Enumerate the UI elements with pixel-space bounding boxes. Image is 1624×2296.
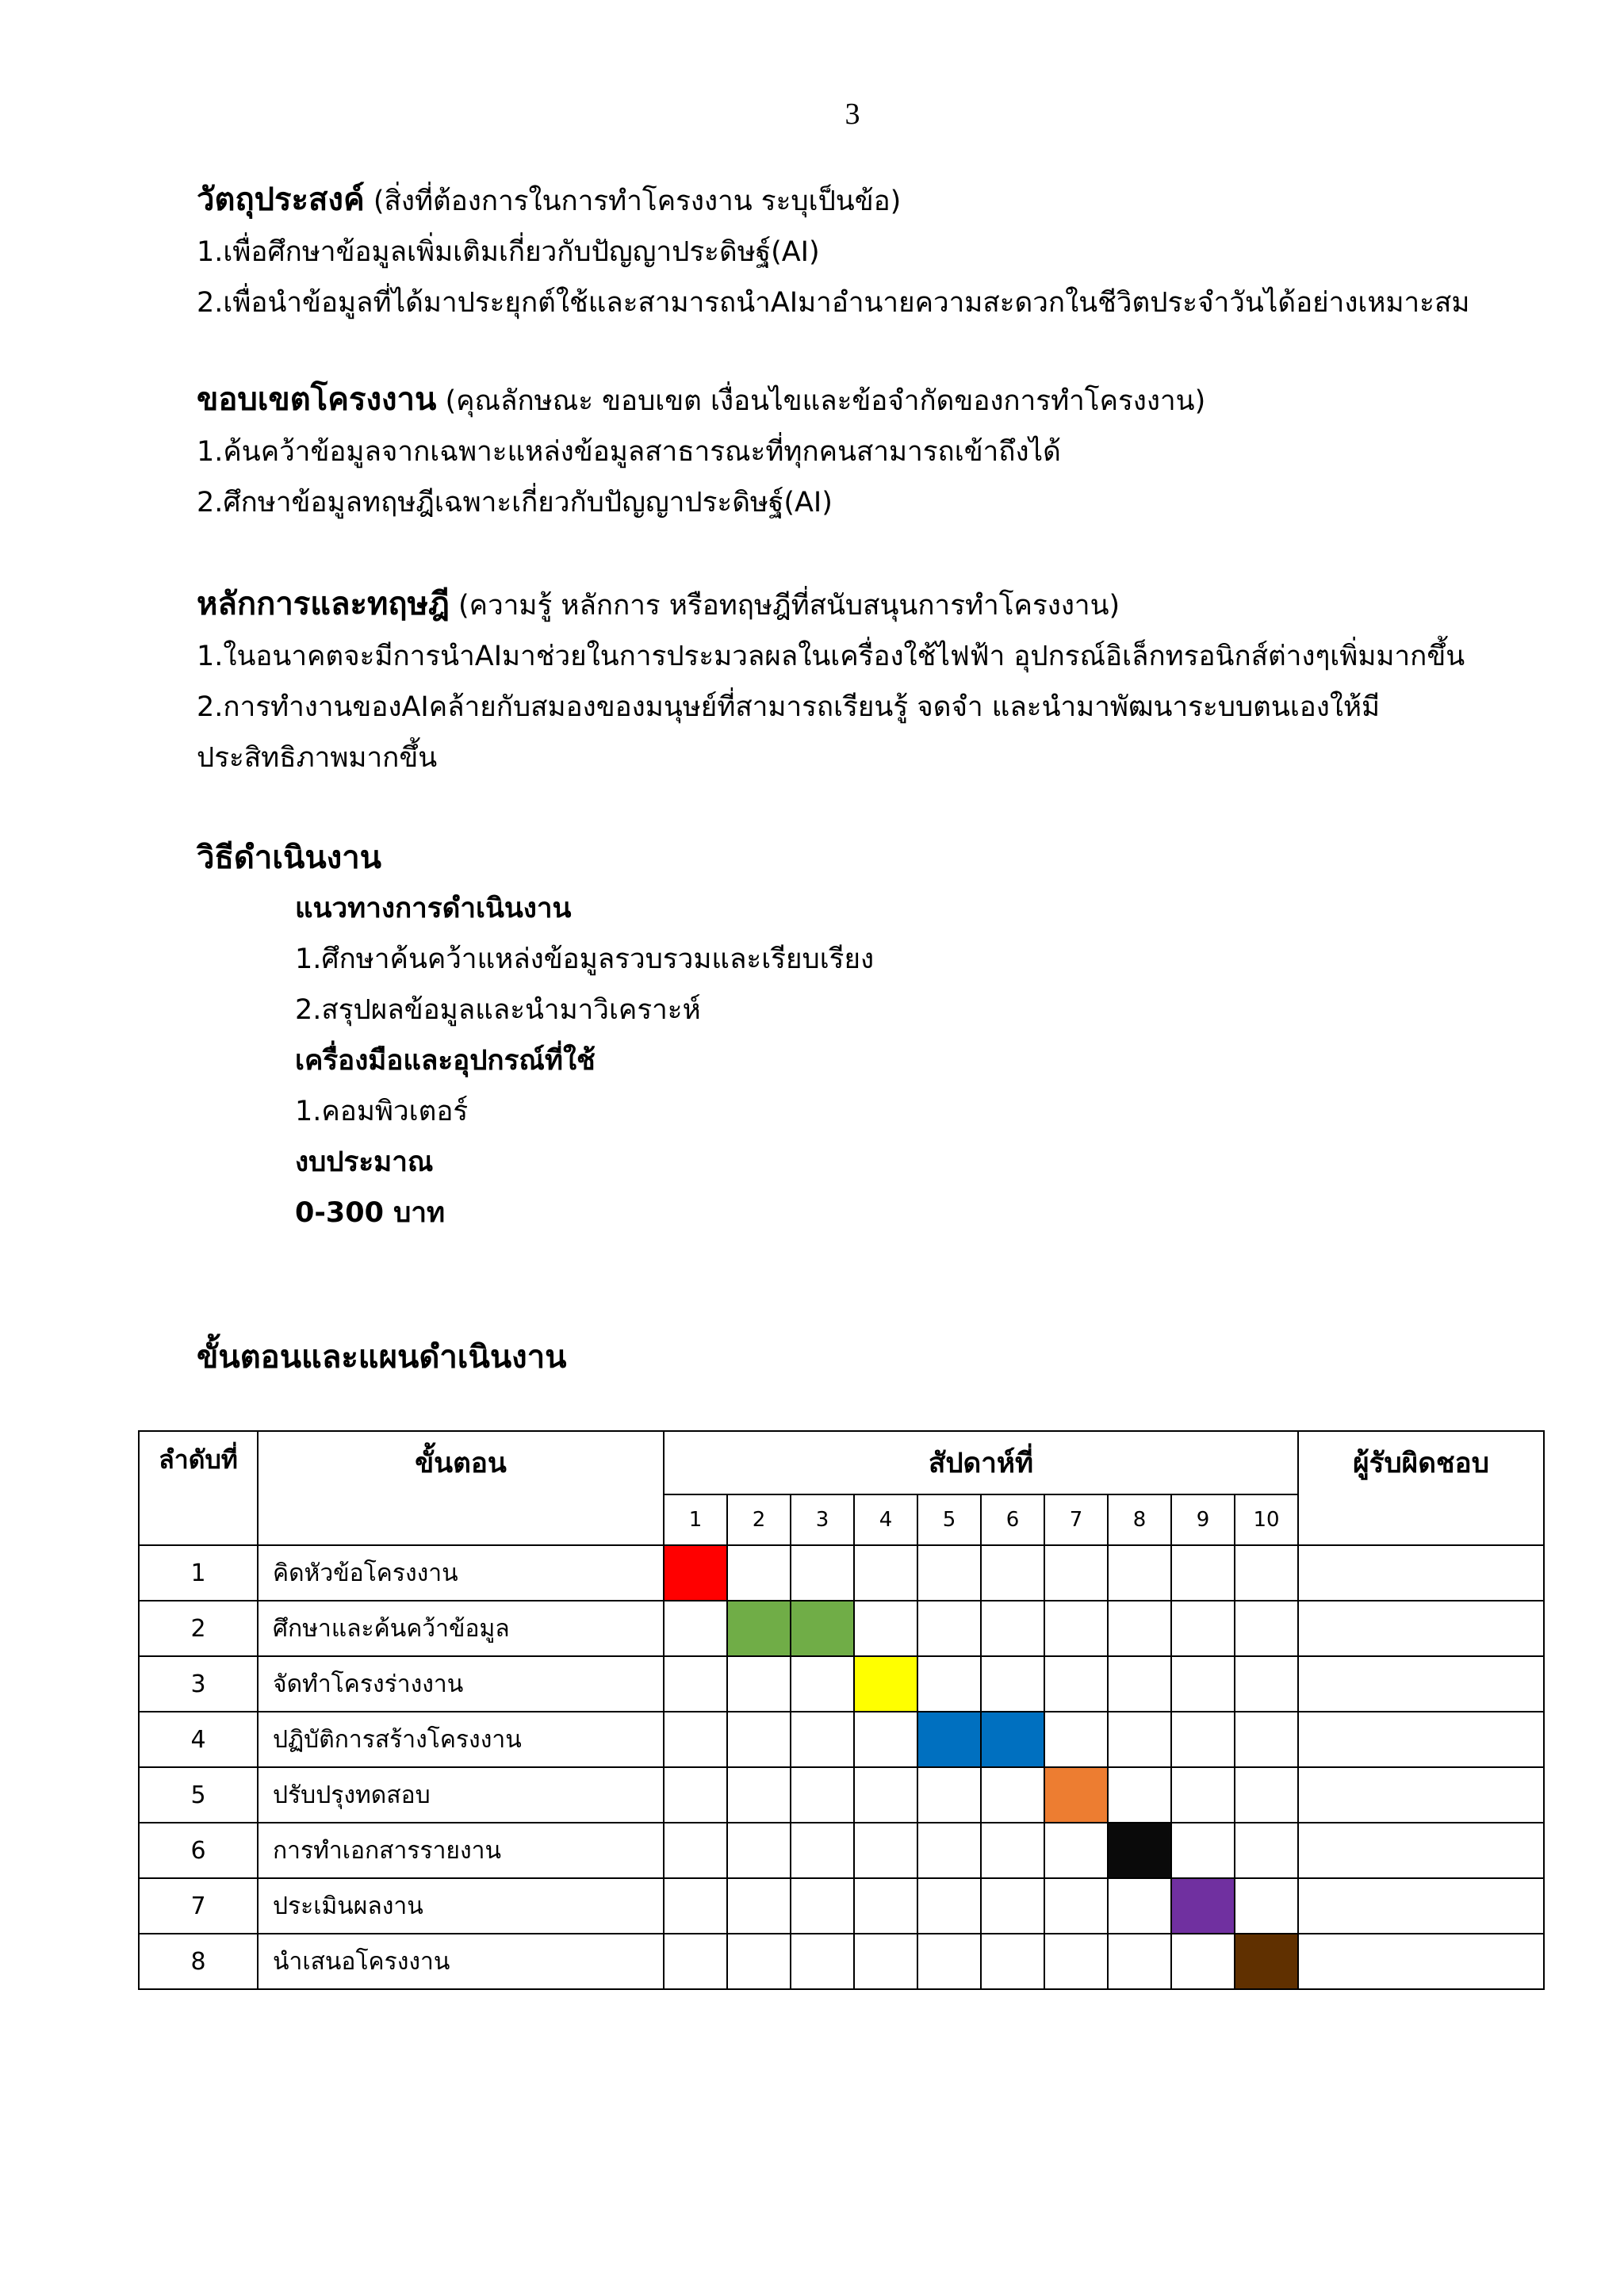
gantt-empty-cell	[1235, 1712, 1298, 1767]
row-number: 4	[139, 1712, 258, 1767]
gantt-empty-cell	[791, 1767, 854, 1823]
objectives-section	[197, 174, 1545, 328]
gantt-empty-cell	[981, 1656, 1044, 1712]
week-number-8: 8	[1108, 1494, 1171, 1545]
gantt-empty-cell	[1044, 1878, 1108, 1934]
row-number: 6	[139, 1823, 258, 1878]
objective-item-2: 2.เพื่อนำข้อมูลที่ได้มาประยุกต์ใช้และสามารถนำAIมาอำนายความสะดวกในชีวิตประจำวันได้อย่างเหมาะสม	[197, 287, 1470, 319]
plan-section	[197, 1332, 1545, 1383]
gantt-empty-cell	[664, 1712, 727, 1767]
gantt-empty-cell	[1108, 1656, 1171, 1712]
method-section	[197, 832, 1545, 1238]
gantt-empty-cell	[917, 1767, 981, 1823]
gantt-bar-cell	[854, 1656, 917, 1712]
week-number-3: 3	[791, 1494, 854, 1545]
gantt-empty-cell	[664, 1601, 727, 1656]
row-responsible	[1298, 1767, 1544, 1823]
approach-item-2: 2.สรุปผลข้อมูลและนำมาวิเคราะห์	[295, 994, 701, 1026]
gantt-bar-cell	[791, 1601, 854, 1656]
method-heading: วิธีดำเนินงาน	[197, 840, 382, 876]
gantt-empty-cell	[854, 1767, 917, 1823]
col-responsible-header: ผู้รับผิดชอบ	[1298, 1431, 1544, 1545]
gantt-empty-cell	[981, 1545, 1044, 1601]
row-responsible	[1298, 1934, 1544, 1989]
objectives-note: (สิ่งที่ต้องการในการทำโครงงาน ระบุเป็นข้อ)	[373, 186, 902, 217]
tools-heading: เครื่องมือและอุปกรณ์ที่ใช้	[295, 1045, 596, 1077]
principle-item-2: 2.การทำงานของAIคล้ายกับสมองของมนุษย์ที่สามารถเรียนรู้ จดจำ และนำมาพัฒนาระบบตนเองให้มีประสิทธิภาพมากขึ้น	[197, 691, 1381, 774]
gantt-empty-cell	[1044, 1823, 1108, 1878]
plan-header-row	[139, 1431, 1544, 1494]
gantt-empty-cell	[1044, 1601, 1108, 1656]
scope-item-2: 2.ศึกษาข้อมูลทฤษฎีเฉพาะเกี่ยวกับปัญญาประดิษฐ์(AI)	[197, 487, 833, 519]
scope-item-1: 1.ค้นคว้าข้อมูลจากเฉพาะแหล่งข้อมูลสาธารณะที่ทุกคนสามารถเข้าถึงได้	[197, 436, 1061, 468]
row-step: นำเสนอโครงงาน	[258, 1934, 664, 1989]
gantt-empty-cell	[981, 1601, 1044, 1656]
row-step: การทำเอกสารรายงาน	[258, 1823, 664, 1878]
principles-note: (ความรู้ หลักการ หรือทฤษฎีที่สนับสนุนการทำโครงงาน)	[458, 590, 1120, 622]
gantt-empty-cell	[1108, 1712, 1171, 1767]
gantt-empty-cell	[1171, 1545, 1235, 1601]
objectives-heading-line	[197, 174, 1545, 227]
gantt-empty-cell	[727, 1712, 791, 1767]
gantt-empty-cell	[1044, 1545, 1108, 1601]
week-number-9: 9	[1171, 1494, 1235, 1545]
week-number-5: 5	[917, 1494, 981, 1545]
gantt-empty-cell	[854, 1545, 917, 1601]
principle-item-1: 1.ในอนาคตจะมีการนำAIมาช่วยในการประมวลผลในเครื่องใช้ไฟฟ้า อุปกรณ์อิเล็กทรอนิกส์ต่างๆเพิ่มมากขึ้น	[197, 641, 1465, 672]
gantt-empty-cell	[791, 1934, 854, 1989]
gantt-bar-cell	[1044, 1767, 1108, 1823]
gantt-empty-cell	[1171, 1823, 1235, 1878]
row-number: 1	[139, 1545, 258, 1601]
gantt-empty-cell	[1235, 1878, 1298, 1934]
gantt-empty-cell	[727, 1823, 791, 1878]
budget-heading: งบประมาณ	[295, 1146, 434, 1178]
gantt-empty-cell	[1044, 1934, 1108, 1989]
gantt-empty-cell	[664, 1878, 727, 1934]
gantt-empty-cell	[1171, 1767, 1235, 1823]
scope-heading: ขอบเขตโครงงาน	[197, 381, 437, 418]
gantt-bar-cell	[1108, 1823, 1171, 1878]
row-number: 8	[139, 1934, 258, 1989]
gantt-empty-cell	[1108, 1601, 1171, 1656]
objectives-heading: วัตถุประสงค์	[197, 182, 365, 218]
row-responsible	[1298, 1656, 1544, 1712]
row-responsible	[1298, 1823, 1544, 1878]
principles-section	[197, 579, 1545, 783]
row-responsible	[1298, 1545, 1544, 1601]
gantt-empty-cell	[981, 1934, 1044, 1989]
gantt-empty-cell	[727, 1545, 791, 1601]
gantt-empty-cell	[1108, 1545, 1171, 1601]
gantt-empty-cell	[917, 1545, 981, 1601]
row-step: ปฏิบัติการสร้างโครงงาน	[258, 1712, 664, 1767]
gantt-bar-cell	[727, 1601, 791, 1656]
gantt-empty-cell	[917, 1656, 981, 1712]
gantt-empty-cell	[791, 1656, 854, 1712]
gantt-empty-cell	[854, 1934, 917, 1989]
gantt-empty-cell	[1235, 1656, 1298, 1712]
gantt-bar-cell	[1171, 1878, 1235, 1934]
gantt-empty-cell	[791, 1712, 854, 1767]
gantt-empty-cell	[1171, 1712, 1235, 1767]
gantt-bar-cell	[664, 1545, 727, 1601]
gantt-empty-cell	[664, 1823, 727, 1878]
budget-value: 0-300 บาท	[295, 1197, 446, 1229]
gantt-empty-cell	[854, 1601, 917, 1656]
objective-item-1: 1.เพื่อศึกษาข้อมูลเพิ่มเติมเกี่ยวกับปัญญาประดิษฐ์(AI)	[197, 236, 820, 268]
gantt-empty-cell	[981, 1767, 1044, 1823]
gantt-empty-cell	[854, 1712, 917, 1767]
row-step: จัดทำโครงร่างงาน	[258, 1656, 664, 1712]
gantt-empty-cell	[1235, 1601, 1298, 1656]
gantt-empty-cell	[1108, 1934, 1171, 1989]
gantt-empty-cell	[664, 1767, 727, 1823]
scope-note: (คุณลักษณะ ขอบเขต เงื่อนไขและข้อจำกัดของการทำโครงงาน)	[445, 385, 1206, 417]
gantt-empty-cell	[854, 1823, 917, 1878]
week-number-1: 1	[664, 1494, 727, 1545]
approach-heading: แนวทางการดำเนินงาน	[295, 893, 572, 924]
gantt-empty-cell	[1044, 1712, 1108, 1767]
gantt-empty-cell	[917, 1601, 981, 1656]
gantt-bar-cell	[917, 1712, 981, 1767]
col-week-header: สัปดาห์ที่	[664, 1431, 1298, 1494]
gantt-empty-cell	[664, 1656, 727, 1712]
scope-section	[197, 374, 1545, 528]
gantt-empty-cell	[1171, 1601, 1235, 1656]
gantt-empty-cell	[791, 1878, 854, 1934]
gantt-empty-cell	[1171, 1934, 1235, 1989]
row-step: ปรับปรุงทดสอบ	[258, 1767, 664, 1823]
week-number-2: 2	[727, 1494, 791, 1545]
gantt-empty-cell	[1044, 1656, 1108, 1712]
tools-item-1: 1.คอมพิวเตอร์	[295, 1096, 469, 1127]
gantt-empty-cell	[727, 1656, 791, 1712]
table-row	[139, 1712, 1544, 1767]
week-number-7: 7	[1044, 1494, 1108, 1545]
row-step: คิดหัวข้อโครงงาน	[258, 1545, 664, 1601]
gantt-empty-cell	[727, 1767, 791, 1823]
row-number: 5	[139, 1767, 258, 1823]
row-number: 3	[139, 1656, 258, 1712]
gantt-empty-cell	[917, 1823, 981, 1878]
table-row	[139, 1878, 1544, 1934]
gantt-empty-cell	[1108, 1878, 1171, 1934]
gantt-empty-cell	[1235, 1545, 1298, 1601]
week-number-10: 10	[1235, 1494, 1298, 1545]
row-number: 2	[139, 1601, 258, 1656]
gantt-empty-cell	[981, 1823, 1044, 1878]
gantt-empty-cell	[981, 1878, 1044, 1934]
plan-table-body	[139, 1545, 1544, 1989]
table-row	[139, 1601, 1544, 1656]
gantt-empty-cell	[791, 1823, 854, 1878]
gantt-empty-cell	[917, 1934, 981, 1989]
table-row	[139, 1545, 1544, 1601]
gantt-empty-cell	[664, 1934, 727, 1989]
gantt-empty-cell	[1235, 1767, 1298, 1823]
approach-item-1: 1.ศึกษาค้นคว้าแหล่งข้อมูลรวบรวมและเรียบเรียง	[295, 943, 875, 975]
col-order-header: ลำดับที่	[139, 1431, 258, 1545]
plan-heading: ขั้นตอนและแผนดำเนินงาน	[197, 1339, 567, 1376]
table-row	[139, 1823, 1544, 1878]
row-step: ประเมินผลงาน	[258, 1878, 664, 1934]
row-step: ศึกษาและค้นคว้าข้อมูล	[258, 1601, 664, 1656]
gantt-empty-cell	[727, 1878, 791, 1934]
gantt-empty-cell	[1108, 1767, 1171, 1823]
scope-heading-line	[197, 374, 1545, 427]
table-row	[139, 1656, 1544, 1712]
principles-heading: หลักการและทฤษฎี	[197, 586, 450, 622]
gantt-empty-cell	[727, 1934, 791, 1989]
principles-heading-line	[197, 579, 1545, 631]
row-responsible	[1298, 1601, 1544, 1656]
week-number-6: 6	[981, 1494, 1044, 1545]
gantt-empty-cell	[1171, 1656, 1235, 1712]
row-responsible	[1298, 1878, 1544, 1934]
gantt-empty-cell	[917, 1878, 981, 1934]
gantt-empty-cell	[791, 1545, 854, 1601]
row-number: 7	[139, 1878, 258, 1934]
col-step-header: ขั้นตอน	[258, 1431, 664, 1545]
row-responsible	[1298, 1712, 1544, 1767]
page-number: 3	[845, 98, 860, 131]
table-row	[139, 1934, 1544, 1989]
gantt-empty-cell	[854, 1878, 917, 1934]
table-row	[139, 1767, 1544, 1823]
plan-table	[138, 1430, 1545, 1990]
week-number-4: 4	[854, 1494, 917, 1545]
gantt-bar-cell	[1235, 1934, 1298, 1989]
gantt-empty-cell	[1235, 1823, 1298, 1878]
gantt-bar-cell	[981, 1712, 1044, 1767]
